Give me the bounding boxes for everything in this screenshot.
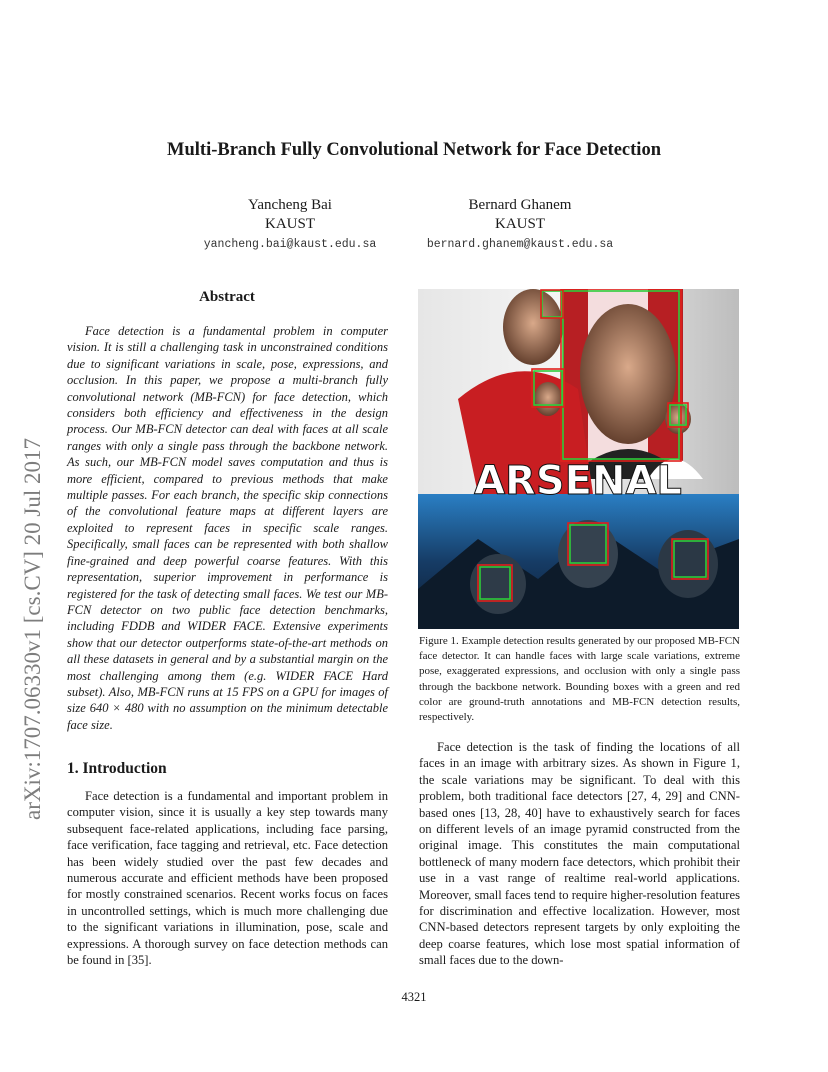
author-block-1 xyxy=(210,196,370,234)
author-name: Bernard Ghanem xyxy=(468,197,572,213)
author-block-2 xyxy=(440,196,600,234)
figure-1-image xyxy=(418,289,739,629)
author-affiliation: KAUST xyxy=(494,216,545,232)
player-face-left xyxy=(503,289,563,365)
figure-1-caption: Figure 1. Example detection results generated by our proposed MB-FCN face detector. It can handle faces with large scale variations, extreme pose, exaggerated expressions, and occlusion with only a single pass through the backbone network. Bounding boxes with a green and red color are ground-truth annotations and MB-FCN detection results, respectively. xyxy=(419,635,740,724)
player-face-large xyxy=(580,304,676,444)
figure-1-graphic xyxy=(418,289,739,629)
section-heading-introduction: 1. Introduction xyxy=(67,760,167,777)
paper-title: Multi-Branch Fully Convolutional Network for Face Detection xyxy=(167,140,661,160)
abstract-text: Face detection is a fundamental problem in computer vision. It is still a challenging task in unconstrained conditions due to significant variations in scale, pose, expressions, and occlusion. In this paper, we propose a multi-branch fully convolutional network (MB-FCN) for face detection, which considers both efficiency and effectiveness in the design process. Our MB-FCN detector can deal with faces at all scale ranges with only a single pass through the backbone network. As such, our MB-FCN model saves computation and thus is more efficient, compared to previous methods that make multiple passes. For each branch, the specific skip connections of the convolutional feature maps at different layers are exploited to represent faces in specific scale ranges. Specifically, small faces can be represented with both shallow fine-grained and deep powerful coarse features. With this representation, superior improvement in performance is registered for the task of detecting small faces. We test our MB-FCN detector on two public face detection benchmarks, including FDDB and WIDER FACE. Extensive experiments show that our detector outperforms state-of-the-art methods on all these datasets in general and by a substantial margin on the most challenging among them (e.g. WIDER FACE Hard subset). Also, MB-FCN runs at 15 FPS on a GPU for images of size 640 × 480 with no assumption on the minimum detectable face size. xyxy=(67,324,388,732)
page-number: 4321 xyxy=(401,990,427,1004)
author-name: Yancheng Bai xyxy=(248,197,332,213)
right-column-text: Face detection is the task of finding the locations of all faces in an image with arbitrary sizes. As shown in Figure 1, the scale variations may be significant. To deal with this problem, both traditional face detectors [27, 4, 29] and CNN-based ones [13, 28, 40] have to exhaustively search for faces on different levels of an image pyramid constructed from the original image. This constitutes the main computational bottleneck of many modern face detectors, which prohibit their use in a vast range of realtime real-world applications. Moreover, small faces tend to require higher-resolution features for discrimination and effective localization. However, most CNN-based detectors represent targets by only exploiting the deep coarse features, which lose most spatial information of small faces due to the down- xyxy=(419,740,740,968)
abstract-heading: Abstract xyxy=(199,289,255,305)
author-email: bernard.ghanem@kaust.edu.sa xyxy=(426,238,614,251)
introduction-text: Face detection is a fundamental and important problem in computer vision, since it is usually a key step towards many subsequent face-related applications, including face parsing, face verification, face tagging and retrieval, etc. Face detection has been widely studied over the past few decades and numerous accurate and efficient methods have been proposed for mostly constrained scenarios. Recent works focus on faces in uncontrolled settings, which is much more challenging due to the significant variations in illumination, pose, scale and expressions. A thorough survey on face detection methods can be found in [35]. xyxy=(67,789,388,968)
author-affiliation: KAUST xyxy=(264,216,315,232)
figure-banner-text: ARSENAL xyxy=(474,458,682,504)
author-email: yancheng.bai@kaust.edu.sa xyxy=(203,238,377,251)
arxiv-stamp: arXiv:1707.06330v1 [cs.CV] 20 Jul 2017 xyxy=(20,437,45,820)
